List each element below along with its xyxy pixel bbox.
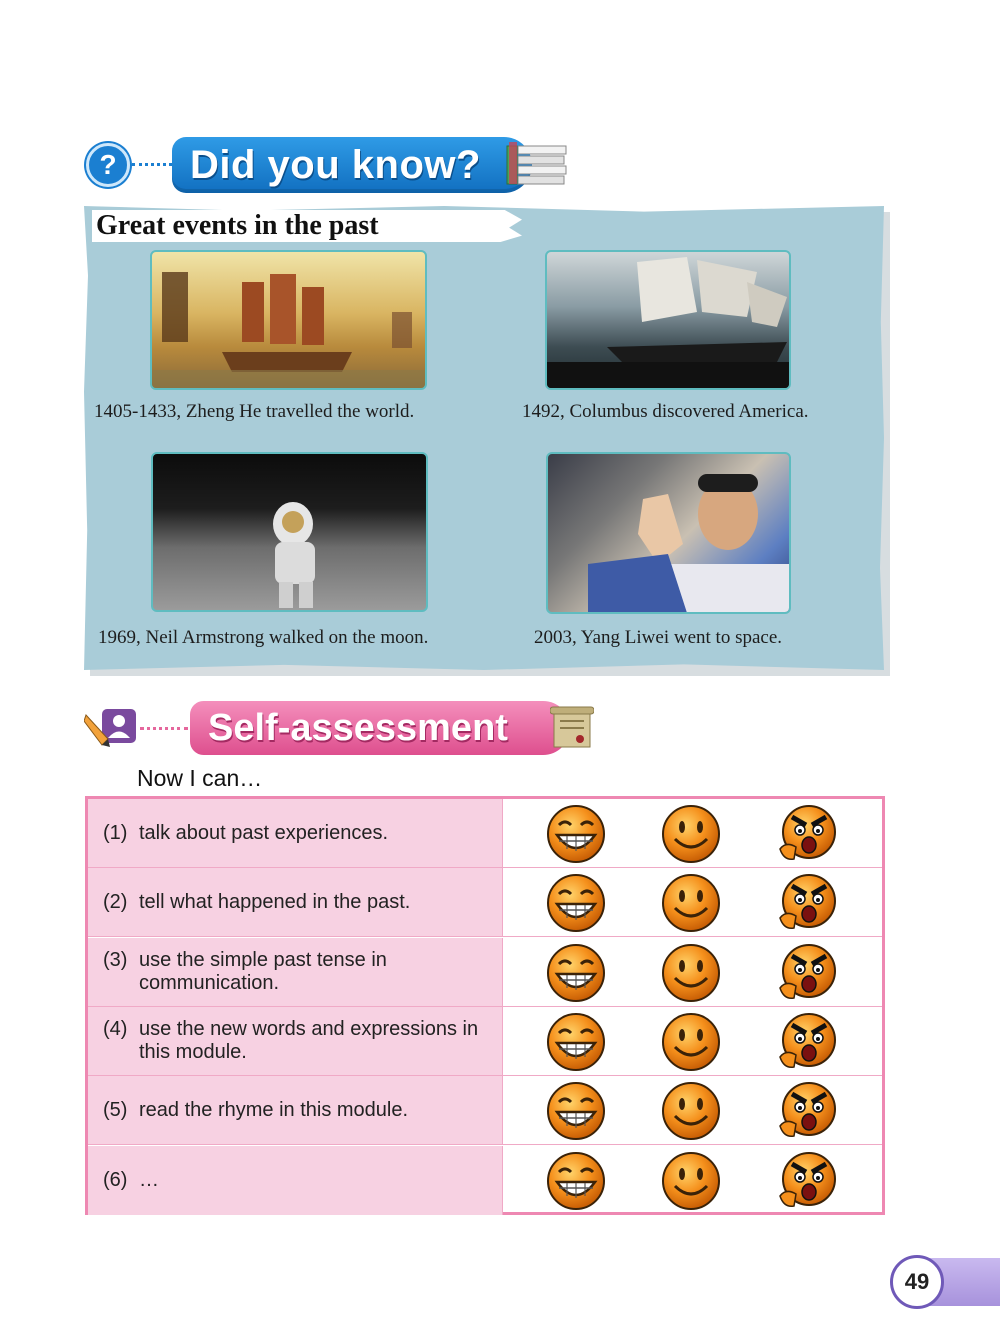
columbus-sailing-ship-photo bbox=[545, 250, 791, 390]
grinning-face-icon[interactable] bbox=[545, 872, 607, 934]
item-number: (1) bbox=[103, 821, 128, 844]
item-text: … bbox=[139, 1168, 159, 1191]
angry-face-icon[interactable] bbox=[776, 803, 838, 865]
grinning-face-icon[interactable] bbox=[545, 1150, 607, 1212]
assessment-statement bbox=[88, 799, 503, 867]
event-caption-armstrong: 1969, Neil Armstrong walked on the moon. bbox=[98, 627, 429, 648]
grinning-face-icon[interactable] bbox=[545, 942, 607, 1004]
assessment-statement bbox=[88, 868, 503, 936]
panel-title: Great events in the past bbox=[96, 210, 379, 241]
books-icon bbox=[505, 140, 569, 188]
smiling-face-icon[interactable] bbox=[660, 872, 722, 934]
assessment-row bbox=[88, 1146, 882, 1215]
item-text: tell what happened in the past. bbox=[139, 890, 411, 913]
smiling-face-icon[interactable] bbox=[660, 803, 722, 865]
pencil-person-icon bbox=[84, 705, 140, 749]
angry-face-icon[interactable] bbox=[776, 1080, 838, 1142]
self-assessment-title: Self-assessment bbox=[190, 701, 570, 755]
grinning-face-icon[interactable] bbox=[545, 1080, 607, 1142]
event-caption-zheng-he: 1405-1433, Zheng He travelled the world. bbox=[94, 401, 415, 422]
dotted-connector bbox=[132, 163, 172, 166]
assessment-row bbox=[88, 799, 882, 868]
question-icon: ? bbox=[86, 143, 130, 187]
assessment-statement bbox=[88, 1007, 503, 1075]
event-caption-yang-liwei: 2003, Yang Liwei went to space. bbox=[534, 627, 783, 648]
item-number: (5) bbox=[103, 1098, 128, 1121]
grinning-face-icon[interactable] bbox=[545, 803, 607, 865]
yang-liwei-astronaut-photo bbox=[546, 452, 791, 614]
angry-face-icon[interactable] bbox=[776, 872, 838, 934]
item-number: (3) bbox=[103, 948, 128, 971]
zheng-he-ships-photo bbox=[150, 250, 427, 390]
item-text: use the simple past tense in communication. bbox=[139, 948, 387, 994]
angry-face-icon[interactable] bbox=[776, 942, 838, 1004]
smiling-face-icon[interactable] bbox=[660, 942, 722, 1004]
assessment-statement bbox=[88, 1076, 503, 1144]
angry-face-icon[interactable] bbox=[776, 1150, 838, 1212]
page-number: 49 bbox=[890, 1255, 944, 1309]
scroll-icon bbox=[550, 705, 594, 751]
self-assessment-table bbox=[85, 796, 885, 1215]
did-you-know-title: Did you know? bbox=[172, 137, 532, 193]
now-i-can-label: Now I can… bbox=[137, 765, 263, 791]
item-number: (4) bbox=[103, 1017, 128, 1040]
assessment-row bbox=[88, 1076, 882, 1145]
assessment-row bbox=[88, 868, 882, 937]
assessment-statement bbox=[88, 938, 503, 1006]
angry-face-icon[interactable] bbox=[776, 1011, 838, 1073]
event-caption-columbus: 1492, Columbus discovered America. bbox=[522, 401, 809, 422]
item-text: use the new words and expressions in this module. bbox=[139, 1017, 479, 1063]
item-number: (6) bbox=[103, 1168, 128, 1191]
smiling-face-icon[interactable] bbox=[660, 1011, 722, 1073]
item-text: talk about past experiences. bbox=[139, 821, 389, 844]
grinning-face-icon[interactable] bbox=[545, 1011, 607, 1073]
smiling-face-icon[interactable] bbox=[660, 1150, 722, 1212]
assessment-row bbox=[88, 938, 882, 1007]
item-number: (2) bbox=[103, 890, 128, 913]
dotted-connector bbox=[140, 727, 188, 730]
item-text: read the rhyme in this module. bbox=[139, 1098, 409, 1121]
moon-astronaut-photo bbox=[151, 452, 428, 612]
assessment-row bbox=[88, 1007, 882, 1076]
smiling-face-icon[interactable] bbox=[660, 1080, 722, 1142]
assessment-statement bbox=[88, 1146, 503, 1215]
